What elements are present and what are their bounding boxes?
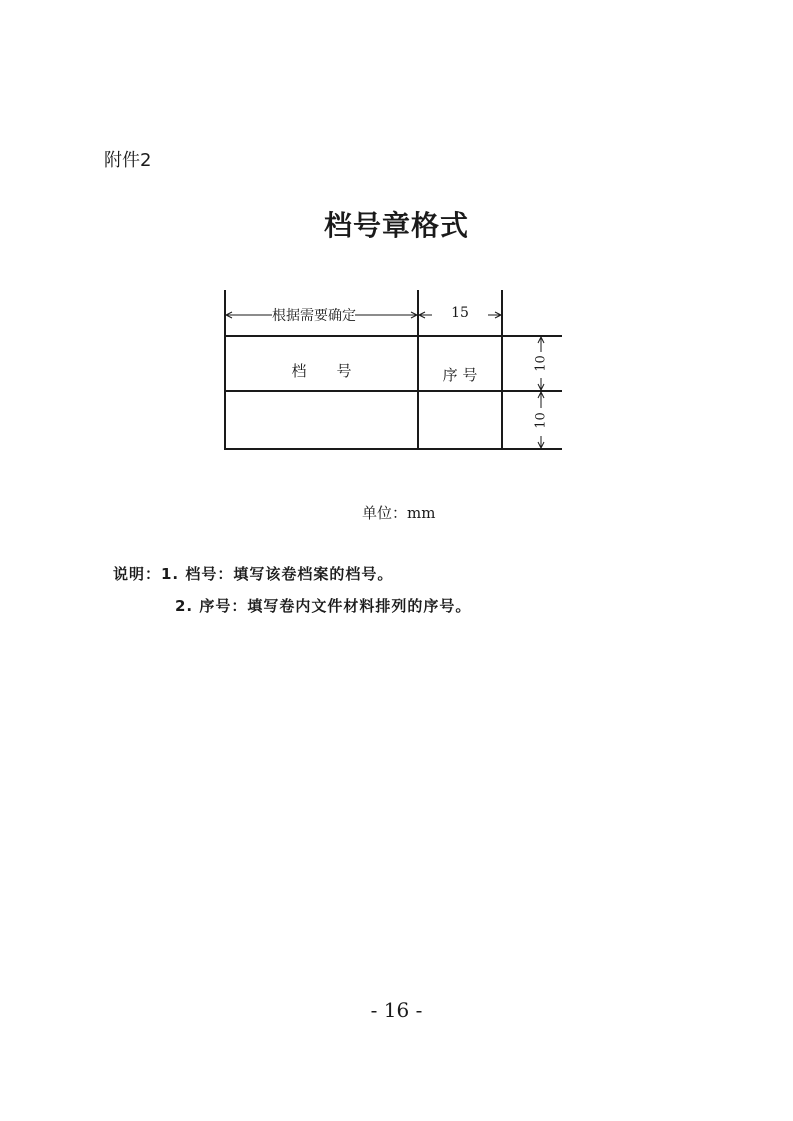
- header-sequence-number: 序 号: [442, 366, 478, 384]
- seq-width-dim-label: 15: [451, 305, 469, 321]
- page-number: - 16 -: [370, 998, 423, 1022]
- note-line-2: 2. 序号：填写卷内文件材料排列的序号。: [175, 597, 472, 615]
- attachment-label: 附件2: [104, 150, 152, 171]
- width-dim-label: 根据需要确定: [272, 308, 356, 324]
- row2-height-dim-label: 10: [533, 412, 549, 429]
- row1-height-dim-label: 10: [533, 355, 549, 372]
- header-archive-number: 档 号: [291, 362, 352, 380]
- page-title: 档号章格式: [323, 209, 469, 242]
- note-line-1: 说明：1. 档号：填写该卷档案的档号。: [113, 565, 394, 583]
- unit-text: 单位：mm: [362, 504, 436, 522]
